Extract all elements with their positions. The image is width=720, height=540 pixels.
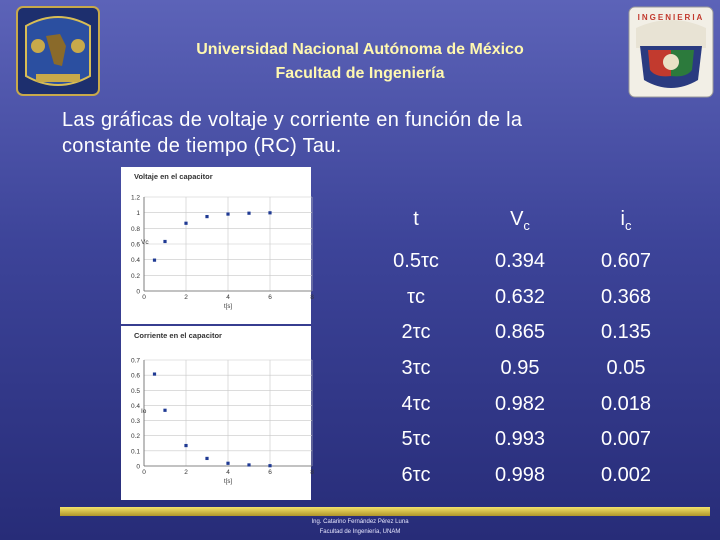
y-axis-label: Io (141, 408, 147, 415)
x-tick-label: 6 (268, 469, 272, 476)
cell-t: 0.5τc (393, 250, 439, 272)
cell-ic: 0.018 (600, 393, 652, 415)
y-tick-label: 0.4 (130, 257, 140, 265)
cell-ic: 0.607 (600, 250, 652, 272)
chart-title: Corriente en el capacitor (134, 331, 222, 340)
header-ic (576, 208, 676, 233)
y-tick-label: 1 (136, 210, 140, 218)
data-point (205, 215, 208, 218)
y-tick-label: 0.6 (130, 372, 140, 380)
header-ic-sub: c (624, 218, 632, 233)
cell-vc: 0.998 (494, 464, 546, 486)
x-axis-label: t[s] (223, 479, 233, 485)
y-tick-label: 0.8 (130, 225, 140, 233)
table-row (366, 321, 682, 355)
cell-ic: 0.368 (600, 286, 652, 308)
x-tick-label: 0 (142, 469, 146, 476)
footer-bar (60, 507, 710, 516)
cell-vc: 0.982 (494, 393, 546, 415)
slide-heading-line2: constante de tiempo (RC) Tau. (62, 135, 342, 157)
y-tick-label: 0 (136, 463, 140, 471)
cell-ic: 0.05 (606, 357, 646, 379)
cell-vc: 0.394 (494, 250, 546, 272)
data-point (247, 212, 250, 215)
data-point (184, 222, 187, 225)
cell-ic: 0.135 (600, 321, 652, 343)
slide-heading (62, 107, 662, 159)
header-t (366, 208, 466, 231)
y-tick-label: 0 (136, 288, 140, 296)
x-tick-label: 8 (310, 294, 314, 301)
cell-vc: 0.632 (494, 286, 546, 308)
x-axis-label: t[s] (223, 304, 233, 310)
y-tick-label: 0.1 (130, 448, 140, 456)
footer-institution: Facultad de Ingeniería, UNAM (319, 529, 401, 535)
cell-ic: 0.002 (600, 464, 652, 486)
cell-t: 4τc (401, 393, 431, 415)
cell-vc: 0.95 (500, 357, 540, 379)
x-tick-label: 6 (268, 294, 272, 301)
data-point (268, 211, 271, 214)
cell-t: 3τc (401, 357, 431, 379)
y-tick-label: 0.6 (130, 241, 140, 249)
cell-vc: 0.993 (494, 428, 546, 450)
current-chart (121, 326, 314, 500)
cell-t: τc (407, 286, 425, 308)
header-vc-label: V (510, 208, 524, 230)
data-point (153, 259, 156, 262)
x-tick-label: 4 (226, 294, 230, 301)
data-point (184, 444, 187, 447)
ingenieria-logo-text: INGENIERIA (637, 13, 705, 22)
data-point (153, 372, 156, 375)
y-tick-label: 0.3 (130, 418, 140, 426)
cell-t: 5τc (401, 428, 431, 450)
x-tick-label: 2 (184, 294, 188, 301)
y-tick-label: 0.2 (130, 433, 140, 441)
header-vc-sub: c (523, 218, 530, 233)
header-t-label: t (413, 208, 419, 230)
cell-ic: 0.007 (600, 428, 652, 450)
y-tick-label: 0.4 (130, 402, 140, 410)
voltage-chart (121, 167, 314, 324)
slide-heading-line1: Las gráficas de voltaje y corriente en función de la (62, 109, 523, 131)
cell-vc: 0.865 (494, 321, 546, 343)
table-row (366, 250, 682, 284)
header-ic-label: i (620, 208, 625, 230)
x-tick-label: 2 (184, 469, 188, 476)
table-row (366, 464, 682, 498)
table-row (366, 428, 682, 462)
cell-t: 6τc (401, 464, 431, 486)
y-tick-label: 1.2 (130, 194, 140, 202)
data-point (226, 212, 229, 215)
data-point (268, 464, 271, 467)
chart-title: Voltaje en el capacitor (134, 172, 213, 181)
data-point (247, 463, 250, 466)
university-name: Universidad Nacional Autónoma de México (196, 41, 524, 58)
y-tick-label: 0.2 (130, 272, 140, 280)
x-tick-label: 8 (310, 469, 314, 476)
y-axis-label: Vc (141, 239, 149, 246)
faculty-name: Facultad de Ingeniería (275, 65, 445, 82)
x-tick-label: 4 (226, 469, 230, 476)
x-tick-label: 0 (142, 294, 146, 301)
cell-t: 2τc (401, 321, 431, 343)
data-point (163, 240, 166, 243)
table-row (366, 393, 682, 427)
y-tick-label: 0.7 (130, 357, 140, 365)
data-point (226, 462, 229, 465)
data-point (163, 409, 166, 412)
y-tick-label: 0.5 (130, 387, 140, 395)
footer-author: Ing. Catarino Fernández Pérez Luna (311, 519, 409, 525)
table-header-row (366, 208, 682, 248)
data-point (205, 457, 208, 460)
table-row (366, 357, 682, 391)
table-row (366, 286, 682, 320)
header-vc (470, 208, 570, 233)
